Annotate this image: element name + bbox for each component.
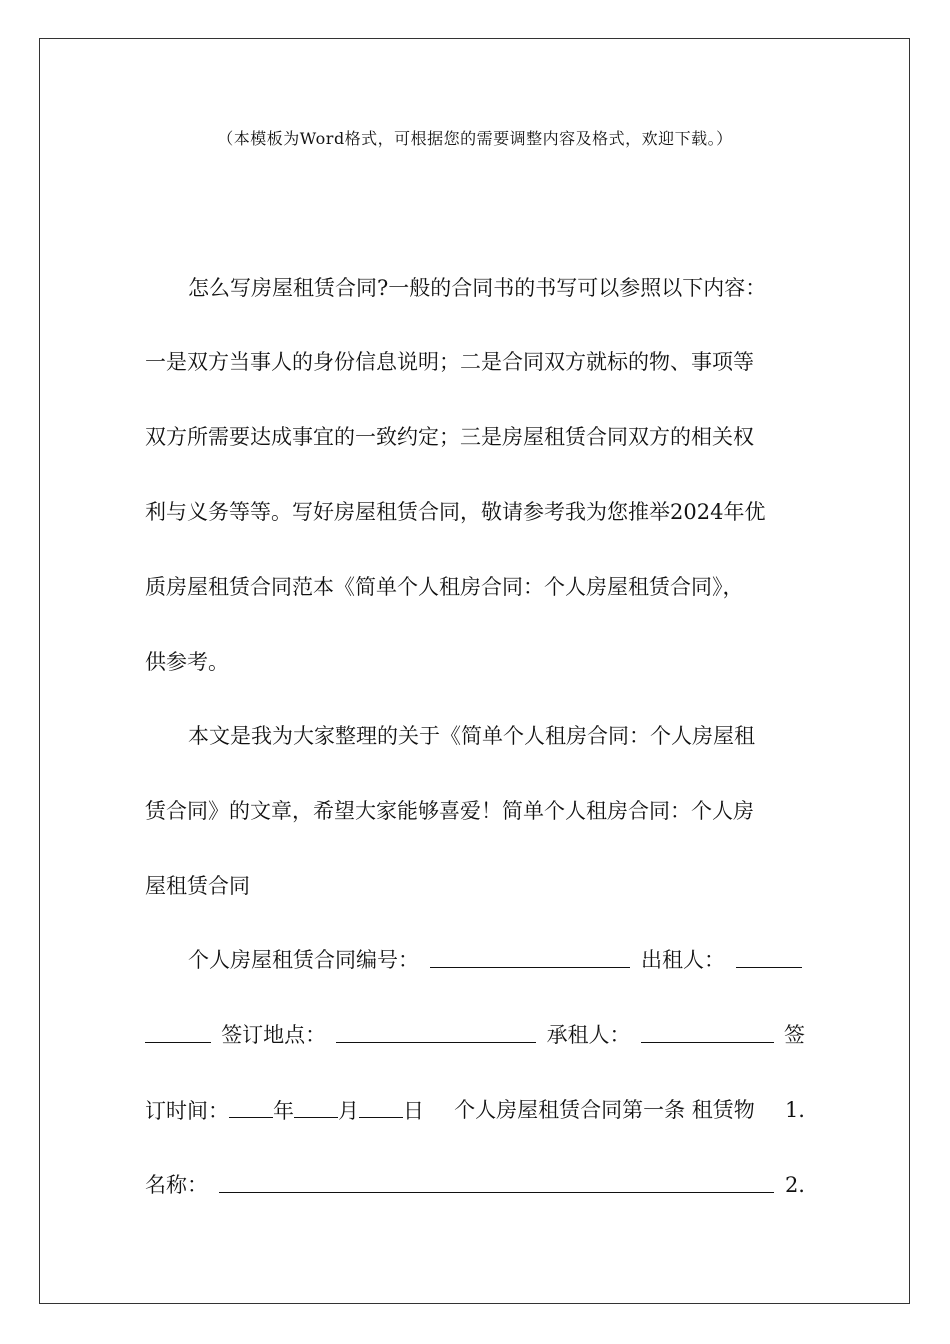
month-blank xyxy=(294,1095,338,1118)
intro-line-2: 一是双方当事人的身份信息说明；二是合同双方就标的物、事项等 xyxy=(145,350,754,374)
template-note: （本模板为Word格式，可根据您的需要调整内容及格式，欢迎下载。） xyxy=(217,129,733,148)
lessor-blank-part2 xyxy=(145,1020,211,1043)
day-label: 日 xyxy=(403,1099,424,1123)
sign-place-label: 签订地点： xyxy=(221,1023,327,1047)
lessee-label: 承租人： xyxy=(546,1023,631,1047)
article-line-1: 本文是我为大家整理的关于《简单个人租房合同：个人房屋租 xyxy=(188,724,755,748)
lessor-blank-part1 xyxy=(736,945,802,968)
contract-line-1 xyxy=(188,945,802,975)
sign-place-blank xyxy=(336,1020,536,1043)
sign-time-label: 订时间： xyxy=(145,1099,229,1123)
name-label: 名称： xyxy=(145,1173,208,1197)
article-one-heading: 个人房屋租赁合同第一条 租赁物 xyxy=(454,1098,755,1122)
lessee-blank xyxy=(641,1020,774,1043)
contract-number-blank xyxy=(430,945,630,968)
contract-line-4 xyxy=(145,1170,805,1200)
year-blank xyxy=(229,1095,273,1118)
contract-number-label: 个人房屋租赁合同编号： xyxy=(188,948,419,972)
sign-time-start: 签 xyxy=(783,1023,805,1047)
item-2-number: 2. xyxy=(784,1173,805,1197)
lessor-label: 出租人： xyxy=(641,948,725,972)
name-blank xyxy=(219,1170,774,1193)
intro-line-4: 利与义务等等。写好房屋租赁合同，敬请参考我为您推举2024年优 xyxy=(145,500,766,524)
item-1-number: 1. xyxy=(784,1098,805,1122)
intro-line-1: 怎么写房屋租赁合同?一般的合同书的书写可以参照以下内容： xyxy=(188,276,767,300)
article-line-2: 赁合同》的文章，希望大家能够喜爱！简单个人租房合同：个人房 xyxy=(145,799,754,823)
intro-line-5: 质房屋租赁合同范本《简单个人租房合同：个人房屋租赁合同》， xyxy=(145,575,744,599)
contract-line-2 xyxy=(145,1020,805,1050)
day-blank xyxy=(359,1095,403,1118)
contract-line-3 xyxy=(145,1095,805,1126)
article-line-3: 屋租赁合同 xyxy=(145,874,250,898)
year-label: 年 xyxy=(273,1099,294,1123)
month-label: 月 xyxy=(338,1099,359,1123)
intro-line-6: 供参考。 xyxy=(145,650,229,674)
intro-line-3: 双方所需要达成事宜的一致约定；三是房屋租赁合同双方的相关权 xyxy=(145,425,754,449)
